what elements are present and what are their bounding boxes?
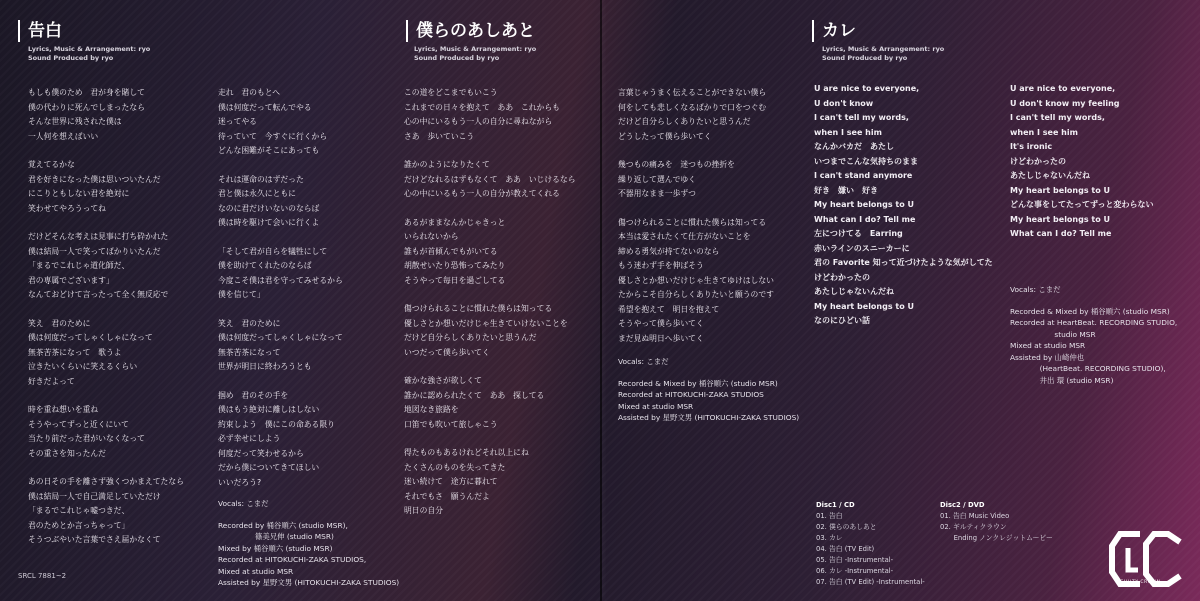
text-line: 好き 嫌い 好き — [814, 185, 878, 195]
text-line: 何をしても悲しくなるばかりで口をつぐむ — [618, 102, 767, 112]
stanza-break — [28, 216, 184, 230]
credit-line: Lyrics, Music & Arrangement: ryo — [414, 45, 537, 53]
text-line: 僕を信じて」 — [218, 290, 265, 299]
text-line: Assisted by 山崎仲也 — [1010, 352, 1085, 362]
disc-heading: Disc2 / DVD — [940, 501, 985, 509]
text-line: 約束しよう 僕にこの命ある限り — [218, 419, 335, 429]
lyrics-column — [218, 86, 343, 490]
text-line: 僕はもう絶対に離しはしない — [218, 405, 320, 414]
text-line: What can I do? Tell me — [1010, 229, 1112, 238]
disc2-tracklist — [940, 500, 1053, 544]
text-line: 当たり前だった君がいなくなって — [28, 434, 145, 443]
stanza-break — [1010, 296, 1177, 306]
text-line: まだ見ぬ明日へ歩いてく — [618, 333, 704, 343]
text-line: 迷い続けて 途方に暮れて — [404, 477, 498, 486]
stanza-break — [218, 510, 399, 520]
text-line: 心の中にいるもう一人の自分に尋ねながら — [404, 117, 553, 126]
credit-line: Sound Produced by ryo — [414, 54, 500, 62]
text-line: 締める勇気が持てないのなら — [618, 246, 720, 256]
text-line: 君の専属でございます」 — [28, 275, 114, 285]
text-line: 君と僕は永久にともに — [218, 189, 296, 198]
text-line: 確かな強さが欲しくて — [404, 376, 482, 385]
text-line: 繰り返して選んでゆく — [618, 174, 696, 184]
text-line: いつまでこんな気持ちのまま — [814, 156, 918, 166]
recording-credits — [618, 356, 799, 424]
text-line: Mixed at studio MSR — [618, 401, 694, 411]
text-line: 覚えてるかな — [28, 160, 75, 169]
text-line: Recorded at HITOKUCHI-ZAKA STUDIOS, — [218, 555, 367, 564]
text-line: My heart belongs to U — [814, 301, 914, 311]
text-line: My heart belongs to U — [814, 200, 914, 209]
text-line: 幾つもの痛みを 迷つもの挫折を — [618, 160, 735, 169]
text-line: 赤いラインのスニーカーに — [814, 243, 910, 253]
text-line: (HeartBeat. RECORDING STUDIO), — [1010, 364, 1166, 373]
text-line: 不器用なまま一歩ずつ — [618, 189, 696, 198]
text-line: その重さを知ったんだ — [28, 448, 106, 458]
text-line: Vocals: こまだ — [618, 357, 669, 366]
text-line: Recorded by 桶谷順六 (studio MSR), — [218, 520, 348, 530]
text-line: 井出 環 (studio MSR) — [1010, 375, 1114, 385]
text-line: I can't tell my words, — [1010, 113, 1105, 122]
text-line: 僕を助けてくれたのならば — [218, 261, 312, 270]
text-line: Assisted by 星野文男 (HITOKUCHI-ZAKA STUDIOS) — [218, 578, 400, 587]
text-line: 希望を抱えて 明日を抱えて — [618, 304, 720, 314]
text-line: それでもさ 願うんだよ — [404, 491, 490, 501]
text-line: 本当は愛されたくて仕方がないことを — [618, 232, 751, 241]
logo-wordmark: GUILTY CROWN — [1120, 580, 1161, 585]
text-line: もう迷わず手を伸ばそう — [618, 261, 704, 270]
recording-credits — [218, 498, 399, 589]
song-title-bokura: 僕らのあしあと — [406, 20, 535, 42]
recording-credits — [1010, 284, 1177, 386]
text-line: 篠美兄伸 (studio MSR) — [218, 532, 334, 541]
stanza-break — [218, 303, 343, 317]
text-line: Assisted by 星野文男 (HITOKUCHI-ZAKA STUDIOS) — [618, 413, 800, 422]
text-line: 僕は何度だってしゃくしゃになって — [28, 333, 153, 342]
track-item: 01. 告白 Music Video — [940, 512, 1010, 520]
text-line: 必ず幸せにしよう — [218, 434, 281, 443]
stanza-break — [28, 144, 184, 158]
text-line: そうつぶやいた言葉でさえ届かなくて — [28, 535, 161, 544]
text-line: U don't know my feeling — [1010, 98, 1120, 108]
text-line: なのにひどい話 — [814, 316, 870, 325]
track-item: 02. ギルティクラウン — [940, 523, 1007, 531]
text-line: 迷ってやる — [218, 117, 257, 126]
page-fold — [600, 0, 602, 601]
text-line: 得たものもあるけれどそれ以上にね — [404, 448, 529, 457]
stanza-break — [28, 303, 184, 317]
text-line: もしも僕のため 君が身を賭して — [28, 88, 145, 97]
text-line: 明日の自分 — [404, 506, 443, 515]
stanza-break — [218, 231, 343, 245]
text-line: それは運命のはずだった — [218, 174, 304, 184]
stanza-break — [28, 461, 184, 475]
text-line: なのに君だけいないのならば — [218, 203, 320, 213]
stanza-break — [404, 202, 576, 216]
text-line: どんな困難がそこにあっても — [218, 146, 320, 155]
track-item: 02. 僕らのあしあと — [816, 523, 877, 531]
text-line: 僕は時を駆けて会いに行くよ — [218, 218, 320, 227]
text-line: 地図なき旅路を — [404, 405, 459, 414]
text-line: Vocals: こまだ — [218, 499, 269, 508]
stanza-break — [28, 389, 184, 403]
text-line: そうやって僕ら歩いてく — [618, 319, 704, 328]
text-line: 時を重ね想いを重ね — [28, 405, 99, 414]
text-line: 左につけてる Earring — [814, 229, 903, 238]
text-line: studio MSR — [1010, 329, 1096, 339]
stanza-break — [218, 159, 343, 173]
text-line: あたしじゃないんだね — [814, 287, 894, 296]
text-line: いつだって僕ら歩いてく — [404, 347, 490, 357]
lyrics-column — [814, 82, 993, 329]
text-line: Recorded & Mixed by 桶谷順六 (studio MSR) — [1010, 306, 1170, 316]
text-line: そうやって毎日を過ごしてる — [404, 275, 506, 285]
text-line: Mixed by 桶谷順六 (studio MSR) — [218, 543, 333, 553]
text-line: どうしたって僕ら歩いてく — [618, 131, 712, 141]
text-line: だけどそんな考えは見事に打ち砕かれた — [28, 232, 169, 241]
text-line: 君の Favorite 知って近づけたような気がしてた — [814, 258, 993, 267]
text-line: たからこそ自分らしくありたいと願うのです — [618, 290, 774, 299]
stanza-break — [404, 288, 576, 302]
text-line: あるがままなんかじゃきっと — [404, 217, 506, 227]
text-line: 僕は何度だってしゃくしゃになって — [218, 333, 343, 342]
text-line: あたしじゃないんだね — [1010, 171, 1090, 180]
stanza-break — [618, 144, 774, 158]
track-item: 03. カレ — [816, 534, 843, 542]
text-line: What can I do? Tell me — [814, 214, 916, 224]
text-line: Recorded & Mixed by 桶谷順六 (studio MSR) — [618, 378, 778, 388]
song-credits — [414, 45, 536, 63]
stanza-break — [404, 360, 576, 374]
text-line: だけどなれるはずもなくて ああ いじけるなら — [404, 174, 576, 184]
text-line: 口笛でも吹いて旅しゃこう — [404, 419, 498, 429]
song-title-kokuhaku: 告白 — [18, 20, 62, 42]
stanza-break — [618, 202, 774, 216]
text-line: 僕の代わりに死んでしまったなら — [28, 102, 145, 112]
text-line: なんておどけて言ったって全く無反応で — [28, 290, 169, 299]
text-line: I can't tell my words, — [814, 113, 909, 122]
text-line: 優しさとか想いだけじゃ生きてゆけはしない — [618, 275, 774, 285]
text-line: 誰かに認められたくて ああ 探してる — [404, 390, 545, 400]
text-line: 無茶苦茶になって 歌うよ — [28, 347, 122, 357]
text-line: Recorded at HITOKUCHI-ZAKA STUDIOS — [618, 390, 764, 399]
text-line: 君のためとか言っちゃって」 — [28, 520, 130, 530]
text-line: そんな世界に残された僕は — [28, 117, 122, 126]
song-credits — [28, 45, 150, 63]
text-line: 君を好きになった僕は思いついたんだ — [28, 174, 161, 184]
lyrics-column — [1010, 82, 1154, 242]
lyrics-column — [618, 86, 774, 346]
credit-line: Lyrics, Music & Arrangement: ryo — [822, 45, 945, 53]
text-line: さあ 歩いていこう — [404, 131, 475, 141]
text-line: けどわかったの — [1010, 156, 1066, 166]
text-line: 泣きたいくらいに笑えるくらい — [28, 362, 138, 371]
text-line: 掴め 君のその手を — [218, 390, 289, 400]
text-line: いられないから — [404, 232, 459, 241]
text-line: 「そして君が自らを犠牲にして — [218, 246, 328, 256]
text-line: Recorded at HeartBeat. RECORDING STUDIO, — [1010, 318, 1178, 327]
text-line: 「まるでこれじゃ道化師だ、 — [28, 261, 130, 270]
stanza-break — [404, 144, 576, 158]
text-line: U are nice to everyone, — [814, 84, 920, 93]
text-line: 僕は何度だって転んでやる — [218, 102, 312, 112]
text-line: 待っていて 今すぐに行くから — [218, 131, 328, 141]
text-line: My heart belongs to U — [1010, 214, 1110, 224]
text-line: たくさんのものを失ってきた — [404, 462, 506, 472]
text-line: 今度こそ僕は君を守ってみせるから — [218, 275, 343, 285]
text-line: これまでの日々を抱えて ああ これからも — [404, 102, 560, 112]
credit-line: Sound Produced by ryo — [28, 54, 114, 62]
text-line: 何度だって笑わせるから — [218, 448, 304, 458]
stanza-break — [218, 375, 343, 389]
text-line: にこりともしない君を絶対に — [28, 189, 130, 198]
track-item: 07. 告白 (TV Edit) -Instrumental- — [816, 578, 925, 586]
text-line: when I see him — [814, 127, 882, 137]
lyrics-column — [28, 86, 184, 548]
text-line: だけど自分らしくありたいと思うんだ — [404, 333, 537, 342]
song-credits — [822, 45, 944, 63]
text-line: 一人何を想えばいい — [28, 131, 99, 141]
text-line: 誰もが首傾んでもがいてる — [404, 246, 498, 256]
text-line: いいだろう? — [218, 477, 262, 487]
stanza-break — [404, 432, 576, 446]
text-line: 心の中にいるもう一人の自分が教えてくれる — [404, 189, 560, 198]
lyrics-column — [404, 86, 576, 519]
text-line: 優しさとか想いだけじゃ生きていけないことを — [404, 318, 568, 328]
disc-heading: Disc1 / CD — [816, 501, 855, 509]
track-item: 06. カレ -Instrumental- — [816, 567, 894, 575]
track-item: 04. 告白 (TV Edit) — [816, 545, 875, 553]
track-item: 01. 告白 — [816, 512, 843, 520]
text-line: 誰かのようになりたくて — [404, 160, 490, 169]
text-line: 笑え 君のために — [28, 318, 91, 328]
text-line: U don't know — [814, 98, 874, 108]
text-line: 笑え 君のために — [218, 318, 281, 328]
text-line: この道をどこまでもいこう — [404, 88, 498, 97]
credit-line: Lyrics, Music & Arrangement: ryo — [28, 45, 151, 53]
text-line: 言葉じゃうまく伝えることができない僕ら — [618, 88, 767, 97]
text-line: 僕は結局一人で自己満足していただけ — [28, 491, 161, 501]
text-line: 笑わせてやろうってね — [28, 203, 106, 213]
text-line: なんかバカだ あたし — [814, 142, 894, 151]
text-line: Vocals: こまだ — [1010, 285, 1061, 294]
text-line: Mixed at studio MSR — [1010, 341, 1086, 350]
track-item: Ending ノンクレジットムービー — [940, 534, 1053, 542]
text-line: 無茶苦茶になって — [218, 347, 281, 357]
text-line: 「まるでこれじゃ嘘つきだ、 — [28, 506, 130, 515]
catalog-number: SRCL 7881~2 — [18, 572, 67, 580]
text-line: It's ironic — [1010, 142, 1053, 151]
text-line: 僕は結局一人で笑ってばかりいたんだ — [28, 246, 161, 256]
text-line: Mixed at studio MSR — [218, 566, 294, 576]
song-title-kare: カレ — [812, 20, 856, 42]
text-line: 胡散せいたり恐怖ってみたり — [404, 261, 506, 270]
text-line: そうやってずっと近くにいて — [28, 419, 129, 429]
text-line: 世界が明日に終わろうとも — [218, 362, 312, 371]
text-line: 傷つけられることに慣れた僕らは知ってる — [618, 217, 767, 227]
text-line: けどわかったの — [814, 272, 870, 282]
text-line: どんな事をしてたってずっと変わらない — [1010, 200, 1154, 209]
disc1-tracklist — [816, 500, 925, 588]
text-line: 好きだよって — [28, 376, 75, 386]
text-line: 傷つけられることに慣れた僕らは知ってる — [404, 304, 553, 313]
text-line: My heart belongs to U — [1010, 185, 1110, 195]
text-line: だから僕についてきてほしい — [218, 463, 320, 472]
credit-line: Sound Produced by ryo — [822, 54, 908, 62]
text-line: when I see him — [1010, 127, 1078, 137]
text-line: 走れ 君のもとへ — [218, 88, 281, 97]
stanza-break — [618, 368, 799, 378]
text-line: あの日その手を離さず強くつかまえてたなら — [28, 477, 184, 486]
text-line: U are nice to everyone, — [1010, 84, 1116, 93]
text-line: だけど自分らしくありたいと思うんだ — [618, 117, 751, 126]
text-line: I can't stand anymore — [814, 171, 913, 180]
track-item: 05. 告白 -Instrumental- — [816, 556, 894, 564]
